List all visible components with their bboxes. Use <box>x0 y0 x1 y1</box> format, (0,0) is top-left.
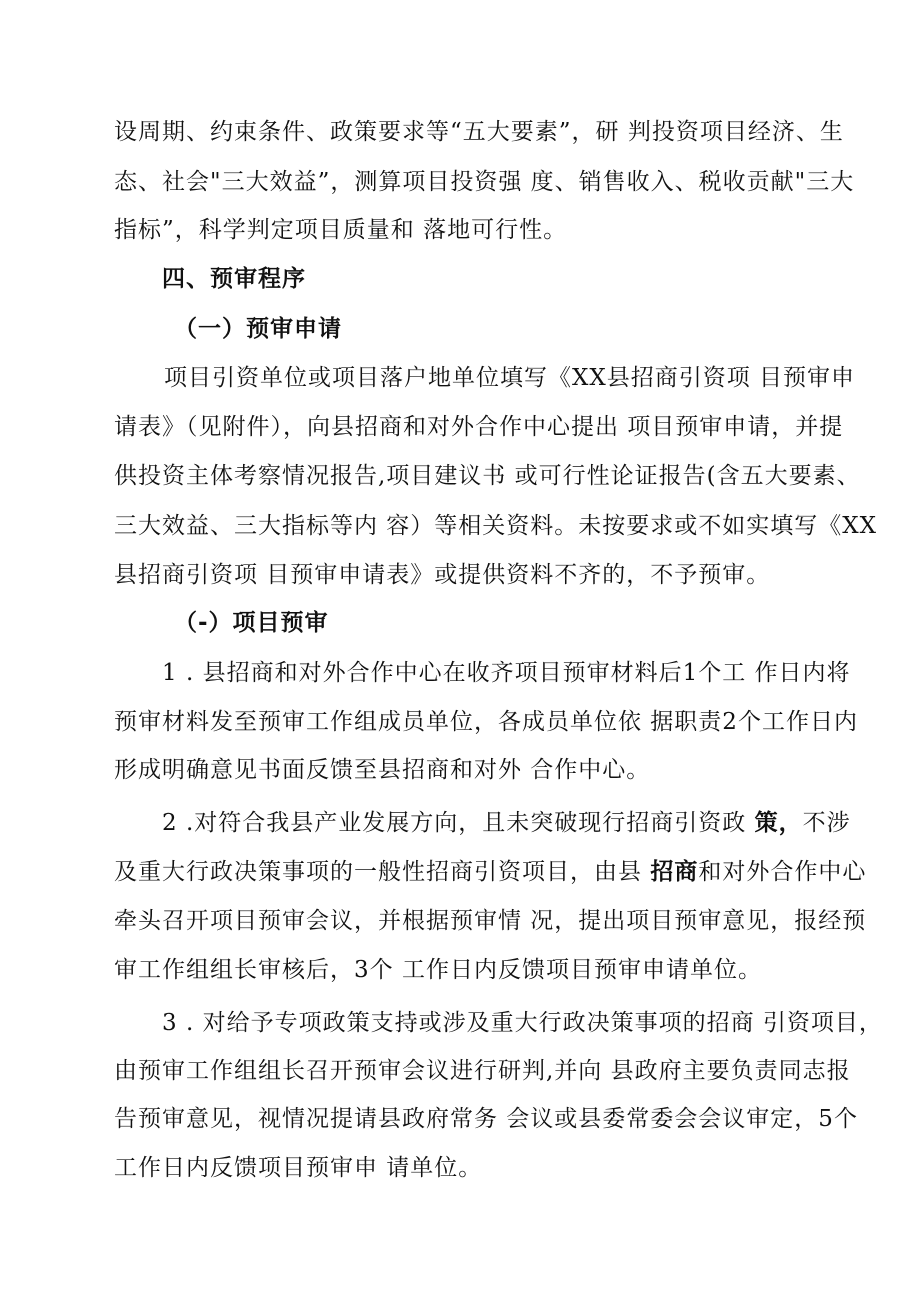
paragraph-line: 县招商引资项 目预审申请表》或提供资料不齐的，不予预审。 <box>114 562 771 588</box>
paragraph-line: 预审材料发至预审工作组成员单位，各成员单位依 据职责2个工作日内 <box>114 709 858 735</box>
bold-text: 策， <box>754 809 803 836</box>
subsection-heading: （-）项目预审 <box>174 610 329 636</box>
subsection-heading: （一）预审申请 <box>174 316 342 342</box>
paragraph-line: 审工作组组长审核后，3个 工作日内反馈项目预审申请单位。 <box>114 957 762 983</box>
text-run: 不涉 <box>802 810 851 836</box>
text-run: 2 .对符合我县产业发展方向，且未突破现行招商引资政 <box>162 810 755 836</box>
paragraph-line: 1 . 县招商和对外合作中心在收齐项目预审材料后1个工 作日内将 <box>162 660 851 686</box>
paragraph-line: 供投资主体考察情况报告,项目建议书 或可行性论证报告(含五大要素、 <box>114 463 861 489</box>
text-run: 及重大行政决策事项的一般性招商引资项目，由县 <box>114 859 651 885</box>
paragraph-line: 设周期、约束条件、政策要求等“五大要素”，研 判投资项目经济、生 <box>114 119 844 145</box>
paragraph-line <box>114 857 920 887</box>
paragraph-line: 由预审工作组组长召开预审会议进行研判,并向 县政府主要负责同志报 <box>114 1058 851 1084</box>
paragraph-line: 形成明确意见书面反馈至县招商和对外 合作中心。 <box>114 757 651 783</box>
paragraph-line: 指标”，科学判定项目质量和 落地可行性。 <box>114 217 568 243</box>
paragraph-line: 项目引资单位或项目落户地单位填写《XX县招商引资项 目预审申 <box>164 365 856 391</box>
paragraph-line: 请表》（见附件），向县招商和对外合作中心提出 项目预审申请，并提 <box>114 414 844 440</box>
paragraph-line: 三大效益、三大指标等内 容）等相关资料。未按要求或不如实填写《XX <box>114 513 878 539</box>
paragraph-line <box>162 808 920 838</box>
section-heading: 四、预审程序 <box>162 266 306 292</box>
bold-text: 招商 <box>650 858 699 885</box>
paragraph-line: 3 . 对给予专项政策支持或涉及重大行政决策事项的招商 引资项目， <box>162 1010 883 1036</box>
text-run: 和对外合作中心 <box>698 859 867 885</box>
paragraph-line: 态、社会"三大效益”，测算项目投资强 度、销售收入、税收贡献"三大 <box>114 169 855 195</box>
paragraph-line: 牵头召开项目预审会议，并根据预审情 况，提出项目预审意见，报经预 <box>114 908 867 934</box>
paragraph-line: 告预审意见，视情况提请县政府常务 会议或县委常委会会议审定，5个 <box>114 1106 858 1132</box>
paragraph-line: 工作日内反馈项目预审申 请单位。 <box>114 1155 483 1181</box>
